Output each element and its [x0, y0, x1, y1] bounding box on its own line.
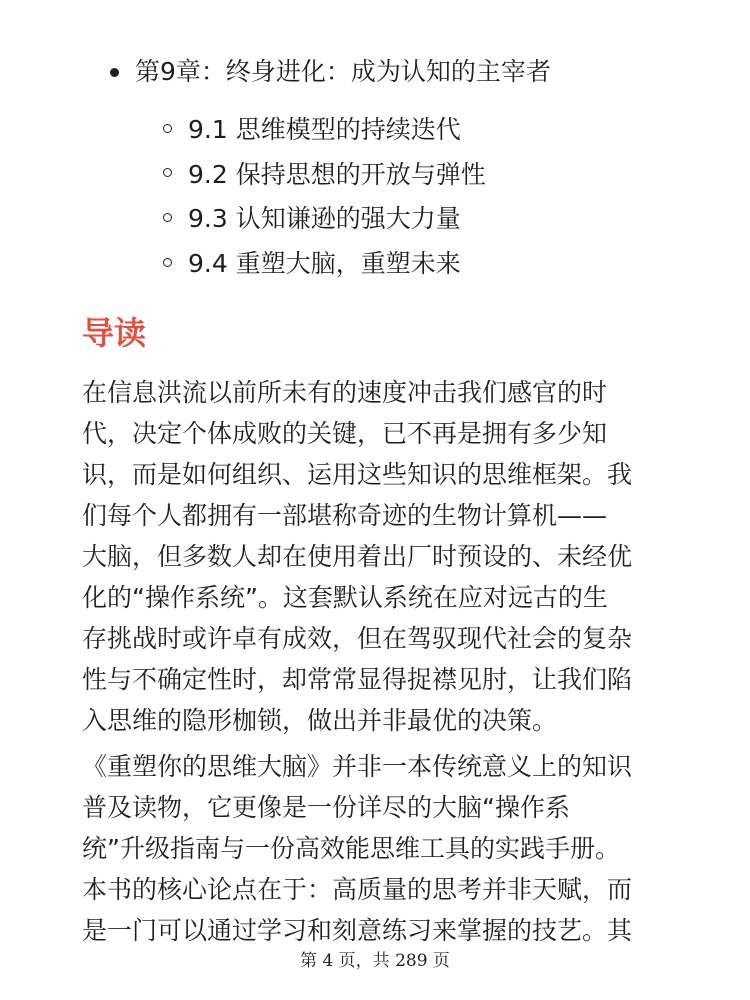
- paragraph-line: 本书的核心论点在于：高质量的思考并非天赋，而: [82, 875, 633, 904]
- toc-section-item: [163, 106, 723, 151]
- toc-section-title: 9.4 重塑大脑，重塑未来: [188, 249, 461, 279]
- paragraph-line: 化的“操作系统”。这套默认系统在应对远古的生: [82, 583, 608, 612]
- toc-section-item: [163, 151, 723, 196]
- bullet-circle-icon: [163, 124, 172, 133]
- body-paragraph-1: [82, 372, 682, 741]
- toc-section-title: 9.2 保持思想的开放与弹性: [188, 159, 486, 189]
- paragraph-line: 《重塑你的思维大脑》并非一本传统意义上的知识: [82, 752, 633, 781]
- toc-chapter-item: [110, 50, 710, 94]
- toc-section-title: 9.3 认知谦逊的强大力量: [188, 204, 461, 234]
- toc-section-item: [163, 195, 723, 240]
- paragraph-line: 入思维的隐形枷锁，做出并非最优的决策。: [82, 706, 558, 735]
- bullet-circle-icon: [163, 213, 172, 222]
- toc-section-title: 9.1 思维模型的持续迭代: [188, 115, 461, 145]
- toc-section-list: [163, 106, 723, 284]
- paragraph-line: 大脑，但多数人却在使用着出厂时预设的、未经优: [82, 542, 633, 571]
- paragraph-line: 们每个人都拥有一部堪称奇迹的生物计算机——: [82, 501, 608, 530]
- page-number-footer: 第 4 页，共 289 页: [300, 951, 450, 971]
- bullet-circle-icon: [163, 258, 172, 267]
- body-paragraph-2: [82, 746, 682, 951]
- paragraph-line: 在信息洪流以前所未有的速度冲击我们感官的时: [82, 378, 608, 407]
- paragraph-line: 存挑战时或许卓有成效，但在驾驭现代社会的复杂: [82, 624, 633, 653]
- bullet-dot-icon: [110, 68, 119, 77]
- toc-chapter-title: 第9章：终身进化：成为认知的主宰者: [135, 57, 551, 86]
- bullet-circle-icon: [163, 168, 172, 177]
- paragraph-line: 普及读物，它更像是一份详尽的大脑“操作系: [82, 793, 570, 822]
- paragraph-line: 统”升级指南与一份高效能思维工具的实践手册。: [82, 834, 620, 863]
- paragraph-line: 是一门可以通过学习和刻意练习来掌握的技艺。其: [82, 916, 633, 945]
- toc-section-item: [163, 240, 723, 285]
- paragraph-line: 代，决定个体成败的关键，已不再是拥有多少知: [82, 419, 608, 448]
- section-heading: 导读: [82, 314, 147, 352]
- paragraph-line: 性与不确定性时，却常常显得捉襟见肘，让我们陷: [82, 665, 633, 694]
- paragraph-line: 识，而是如何组织、运用这些知识的思维框架。我: [82, 460, 633, 489]
